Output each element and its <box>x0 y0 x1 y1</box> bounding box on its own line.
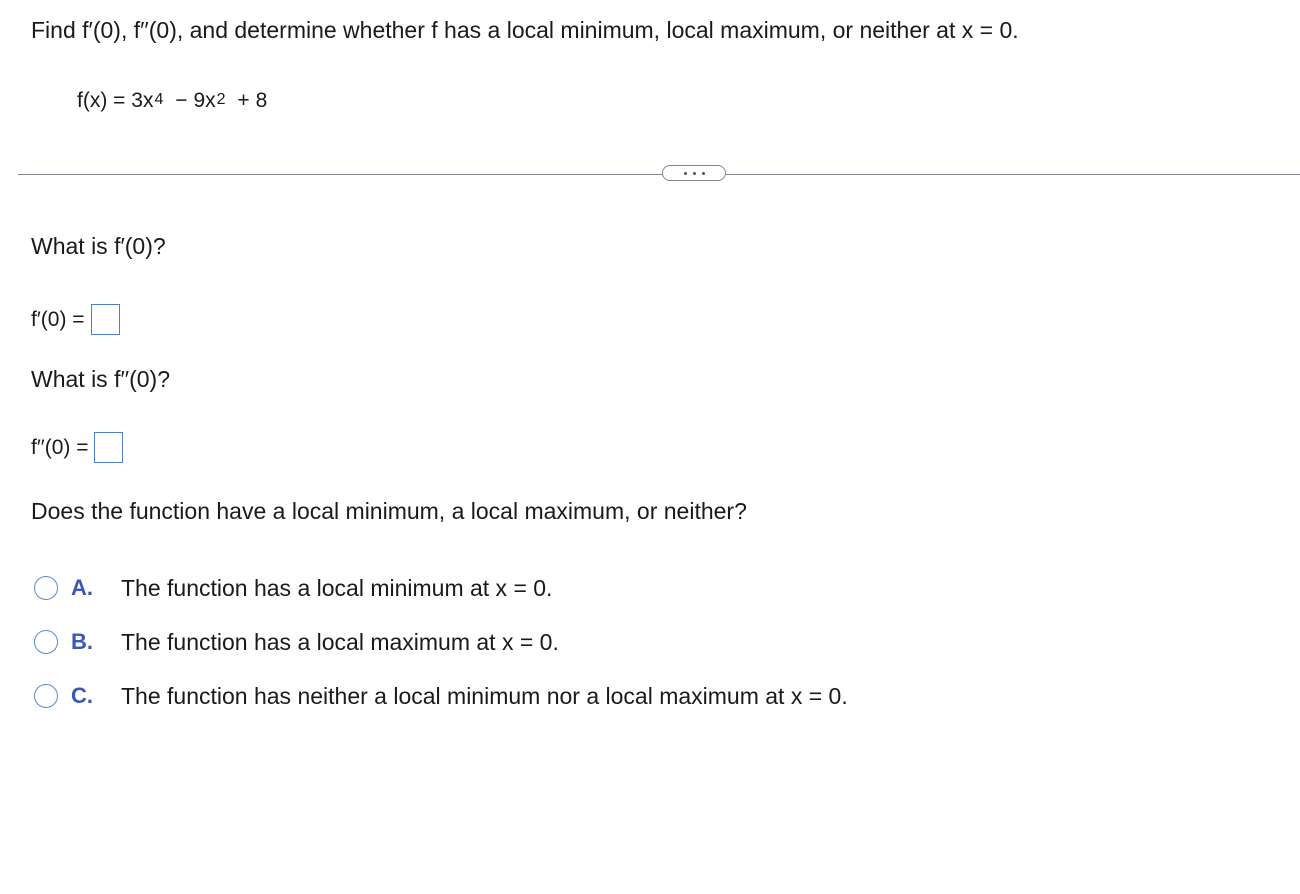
option-letter: C. <box>71 683 93 708</box>
answer-row-first-derivative <box>31 304 120 335</box>
show-more-button[interactable] <box>662 165 726 181</box>
option-text: The function has a local minimum at x = 0. <box>121 575 553 601</box>
option-letter: A. <box>71 575 93 600</box>
ellipsis-icon <box>702 172 705 175</box>
option-text: The function has a local maximum at x = 0. <box>121 629 559 655</box>
second-derivative-input[interactable] <box>94 432 123 463</box>
formula-term1-exponent: 4 <box>154 91 164 108</box>
second-derivative-label: f′′(0) = <box>31 435 89 459</box>
formula-op1: − <box>175 89 188 112</box>
option-text: The function has neither a local minimum nor a local maximum at x = 0. <box>121 683 848 709</box>
ellipsis-icon <box>684 172 687 175</box>
formula-op2: + <box>237 89 250 112</box>
ellipsis-icon <box>693 172 696 175</box>
radio-button[interactable] <box>34 576 58 600</box>
question-second-derivative: What is f′′(0)? <box>31 366 170 392</box>
radio-button[interactable] <box>34 630 58 654</box>
first-derivative-label: f′(0) = <box>31 307 85 331</box>
answer-row-second-derivative <box>31 432 123 463</box>
formula-term1: 3x <box>131 89 154 112</box>
section-divider <box>18 174 1300 175</box>
option-letter: B. <box>71 629 93 654</box>
function-formula <box>77 86 267 116</box>
question-first-derivative: What is f′(0)? <box>31 233 166 259</box>
question-extremum: Does the function have a local minimum, a local maximum, or neither? <box>31 498 747 524</box>
formula-lhs: f(x) = <box>77 89 126 112</box>
formula-term2-exponent: 2 <box>216 91 226 108</box>
formula-term3: 8 <box>255 89 268 112</box>
radio-button[interactable] <box>34 684 58 708</box>
first-derivative-input[interactable] <box>91 304 120 335</box>
problem-instruction: Find f′(0), f′′(0), and determine whether f has a local minimum, local maximum, or neither at x = 0. <box>31 17 1019 43</box>
formula-term2: 9x <box>193 89 216 112</box>
option-a[interactable] <box>34 574 552 602</box>
option-b[interactable] <box>34 628 559 656</box>
option-c[interactable] <box>34 682 848 710</box>
